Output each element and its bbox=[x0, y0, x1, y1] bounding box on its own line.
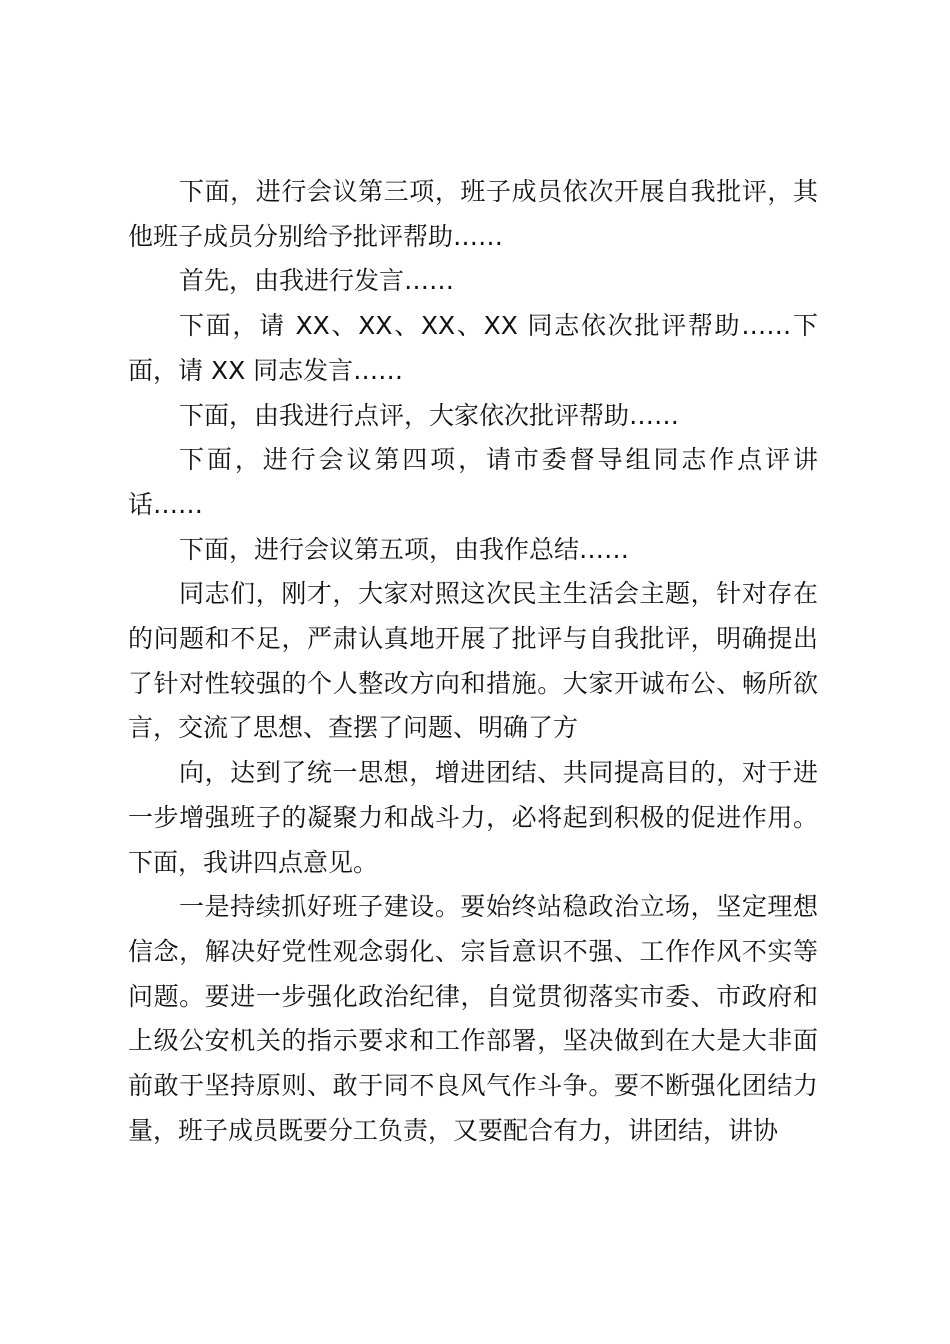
paragraph-item-first-speech: 首先，由我进行发言…… bbox=[179, 266, 455, 296]
paragraph-item-criticism-help: 下面，请 XX、XX、XX、XX 同志依次批评帮助……下面，请 XX 同志发言…… bbox=[128, 311, 818, 385]
paragraph-item-third-agenda: 下面，进行会议第三项，班子成员依次开展自我批评，其他班子成员分别给予批评帮助…… bbox=[128, 177, 818, 251]
paragraph-item-summary-intro: 同志们，刚才，大家对照这次民主生活会主题，针对存在的问题和不足，严肃认真地开展了批评与自我批评，明确提出了针对性较强的个人整改方向和措施。大家开诚布公、畅所欲言，交流了思想、查摆了问题、明确了方 bbox=[128, 579, 818, 743]
paragraph-item-summary-continued: 向，达到了统一思想，增进团结、共同提高目的，对于进一步增强班子的凝聚力和战斗力，必将起到积极的促进作用。下面，我讲四点意见。 bbox=[128, 758, 818, 877]
paragraph-item-fifth-agenda: 下面，进行会议第五项，由我作总结…… bbox=[179, 534, 630, 564]
paragraph-item-point-one: 一是持续抓好班子建设。要始终站稳政治立场，坚定理想信念，解决好党性观念弱化、宗旨意识不强、工作作风不实等问题。要进一步强化政治纪律，自觉贯彻落实市委、市政府和上级公安机关的指示要求和工作部署，坚决做到在大是大非面前敢于坚持原则、敢于同不良风气作斗争。要不断强化团结力量，班子成员既要分工负责，又要配合有力，讲团结，讲协 bbox=[128, 892, 818, 1145]
document-body bbox=[128, 170, 818, 1153]
paragraph-item-comment: 下面，由我进行点评，大家依次批评帮助…… bbox=[179, 400, 680, 430]
paragraph-item-fourth-agenda: 下面，进行会议第四项，请市委督导组同志作点评讲话…… bbox=[128, 445, 818, 519]
